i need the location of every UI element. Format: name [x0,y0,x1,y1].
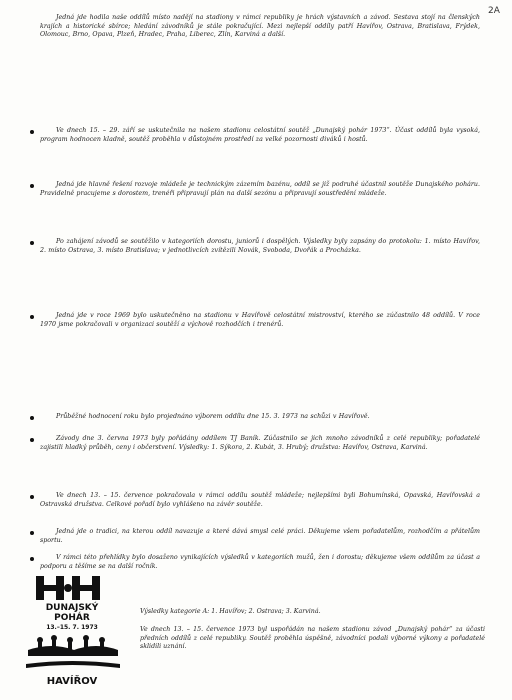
bullet-dot [30,184,34,188]
stamp-line-4: HAVÍŘOV [46,676,98,687]
bullet-dot [30,557,34,561]
bullet-dot [30,241,34,245]
paragraph-1: Jedná jde hodila naše oddílů místo nadějí na stadiony v rámci republiky je hrách výstavních a závod. Sestava stojí na členských krajích a historické sbírce; hledání závodníků je stále pokračující. Mezi nejlepší oddíly patří Havířov, Ostrava, Bratislava, Frýdek, Olomouc, Brno, Opava, Plzeň, Hradec, Praha, Liberec, Zlín, Karviná a další. [40,14,480,39]
stamp-line-3: 13.–15. 7. 1973 [46,624,98,631]
stamp-line-1: DUNAJSKÝ [45,603,99,613]
paragraph-9: Jedná jde o tradici, na kterou oddíl navazuje a které dává smysl celé práci. Děkujeme všem pořadatelům, rozhodčím a přátelům sportu. [40,528,480,544]
paragraph-8: Ve dnech 13. – 15. července pokračovala v rámci oddílu soutěž mládeže; nejlepšími byli Bohumínská, Opavská, Havířovská a Ostravská družstva. Celkové pořadí bylo vyhlášeno na závěr soutěže. [40,492,480,508]
bullet-dot [30,531,34,535]
paragraph-7: Závody dne 3. června 1973 byly pořádány oddílem TJ Baník. Zúčastnilo se jich mnoho závodníků z celé republiky; pořadatelé zajistili hladký průběh, ceny i občerstvení. Výsledky: 1. Sýkora, 2. Kubát, 3. Hrubý; družstva: Havířov, Ostrava, Karviná. [40,435,480,451]
results-line: Výsledky kategorie A: 1. Havířov; 2. Ostrava; 3. Karviná. [140,608,321,615]
paragraph-3: Jedná jde hlavně řešení rozvoje mládeže je technickým zázemím bazénu, oddíl se již podruhé účastnil soutěže Dunajského poháru. Pravidelně pracujeme s dorostem, trenéři připravují plán na další sezónu a připravují soustředění mládeže. [40,181,480,197]
stamp-logo-icon [22,572,122,690]
bullet-dot [30,416,34,420]
bullet-dot [30,495,34,499]
bullet-dot [30,130,34,134]
paragraph-4: Po zahájení závodů se soutěžilo v kategoriích dorostu, juniorů i dospělých. Výsledky byly zapsány do protokolu: 1. místo Havířov, 2. místo Ostrava, 3. místo Bratislava; v jednotlivcích zvítězili Novák, Svoboda, Dvořák a Procházka. [40,238,480,254]
dunajsky-pohar-stamp [22,572,122,690]
paragraph-6: Průběžné hodnocení roku bylo projednáno výborem oddílu dne 15. 3. 1973 na schůzi v Havířově. [56,413,370,420]
paragraph-10: V rámci této přehlídky bylo dosaženo vynikajících výsledků v kategoriích mužů, žen i dorostu; děkujeme všem oddílům za účast a podporu a těšíme se na další ročník. [40,554,480,570]
closing-paragraph: Ve dnech 13. – 15. července 1973 byl uspořádán na našem stadionu závod „Dunajský pohár“ za účasti předních oddílů z celé republiky. Soutěž proběhla úspěšně, závodníci podali výborné výkony a pořadatelé sklidili uznání. [140,626,485,651]
stamp-line-2: POHÁR [54,613,90,623]
bullet-dot [30,315,34,319]
paragraph-5: Jedná jde v roce 1969 bylo uskutečněno na stadionu v Havířově celostátní mistrovství, kterého se zúčastnilo 48 oddílů. V roce 1970 jsme pokračovali v organizaci soutěží a výchově rozhodčích i trenérů. [40,312,480,328]
bullet-dot [30,438,34,442]
paragraph-2: Ve dnech 15. – 29. září se uskutečnila na našem stadionu celostátní soutěž „Dunajský pohár 1973“. Účast oddílů byla vysoká, program hodnocen kladně, soutěž proběhla v důstojném prostředí za velké pozornosti diváků i hostů. [40,127,480,143]
page-number: 2A [488,6,500,16]
